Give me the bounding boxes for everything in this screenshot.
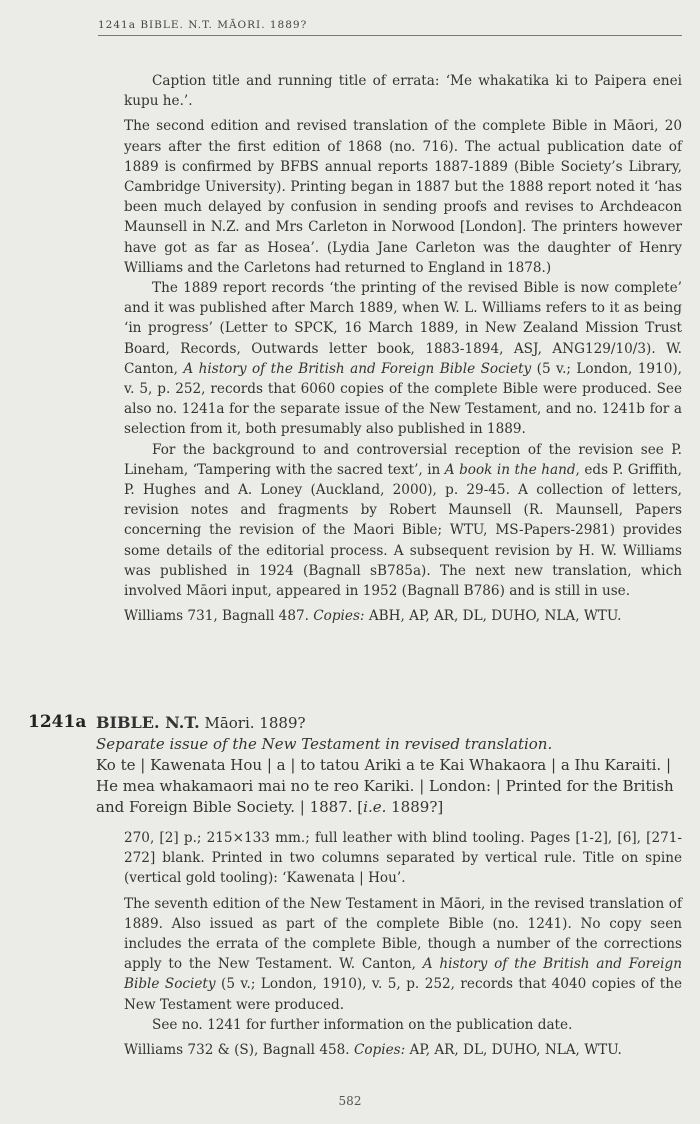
note-paragraph-1: The second edition and revised translation of the complete Bible in Māori, 20 years after the first edition of 1868 (no. 716). The actual publication date of 1889 is confirmed by BFBS annual reports 1887-1889 (Bible Society’s Library, Cambridge University). Printing began in 1887 but the 1888 report noted it ‘has been much delayed by confusion in sending proofs and revises to Archdeacon Maunsell in N.Z. and Mrs Carleton in Norwood [London]. The printers however have got as far as Hosea’. (Lydia Jane Carleton was the daughter of Henry Williams and the Carletons had returned to England in 1878.) (124, 118, 682, 276)
note-paragraph-4: The seventh edition of the New Testament in Māori, in the revised translation of 1889. Also issued as part of the complete Bible (no. 1241). No copy seen includes the errata of the complete Bible, though a number of the corrections apply to the New Testament. W. Canton, A history of the British and Foreign Bible Society (5 v.; London, 1910), v. 5, p. 252, records that 4040 copies of the New Testament were produced. (124, 895, 682, 1013)
entry-1241a-body (124, 828, 682, 1060)
entry-title: BIBLE. N.T. Māori. 1889? (96, 713, 306, 732)
see-also-note: See no. 1241 for further information on the publication date. (152, 1016, 573, 1033)
entry-1241-continuation (124, 71, 682, 626)
title-page-transcription: Ko te | Kawenata Hou | a | to tatou Ariki a te Kai Whakaora | a Ihu Karaiti. | He mea whakamaori mai no te reo Kariki. | London: | Printed for the British and Foreign Bible Society. | 1887. [i.e. 1889?] (96, 756, 674, 816)
running-head: 1241a BIBLE. N.T. MĀORI. 1889? (98, 19, 682, 36)
book-title: A history of the British and Foreign Bible Society (183, 360, 532, 377)
entry-number: 1241a (28, 712, 87, 732)
references-1241: Williams 731, Bagnall 487. Copies: ABH, AP, AR, DL, DUHO, NLA, WTU. (124, 608, 622, 625)
note-paragraph-3: For the background to and controversial reception of the revision see P. Lineham, ‘Tampering with the sacred text’, in A book in the hand, eds P. Griffith, P. Hughes and A. Loney (Auckland, 2000), p. 29-45. A collection of letters, revision notes and fragments by Robert Maunsell (R. Maunsell, Papers concerning the revision of the Maori Bible; WTU, MS-Papers-2981) provides some details of the editorial process. A subsequent revision by H. W. Williams was published in 1924 (Bagnall sB785a). The next new translation, which involved Māori input, appeared in 1952 (Bagnall B786) and is still in use. (124, 441, 683, 600)
page-number: 582 (338, 1094, 362, 1108)
book-title: A book in the hand (444, 461, 576, 478)
note-paragraph-2: The 1889 report records ‘the printing of the revised Bible is now complete’ and it was published after March 1889, when W. L. Williams refers to it as being ‘in progress’ (Letter to SPCK, 16 March 1889, in New Zealand Mission Trust Board, Records, Outwards letter book, 1883-1894, ASJ, ANG129/10/3). W. Canton, A history of the British and Foreign Bible Society (5 v.; London, 1910), v. 5, p. 252, records that 6060 copies of the complete Bible were produced. See also no. 1241a for the separate issue of the New Testament, and no. 1241b for a selection from it, both presumably also published in 1889. (124, 280, 682, 438)
entry-1241a-heading (96, 712, 686, 818)
book-title: A history of the British and Foreign Bible Society (124, 956, 682, 993)
physical-description: 270, [2] p.; 215×133 mm.; full leather with blind tooling. Pages [1-2], [6], [271-272] blank. Printed in two columns separated by vertical rule. Title on spine (vertical gold tooling): ‘Kawenata | Hou’. (124, 830, 682, 887)
entry-subtitle: Separate issue of the New Testament in revised translation. (96, 735, 553, 753)
errata-caption: Caption title and running title of errata: ‘Me whakatika ki to Paipera enei kupu he.’. (124, 73, 682, 110)
references-1241a: Williams 732 & (S), Bagnall 458. Copies: AP, AR, DL, DUHO, NLA, WTU. (124, 1042, 622, 1059)
